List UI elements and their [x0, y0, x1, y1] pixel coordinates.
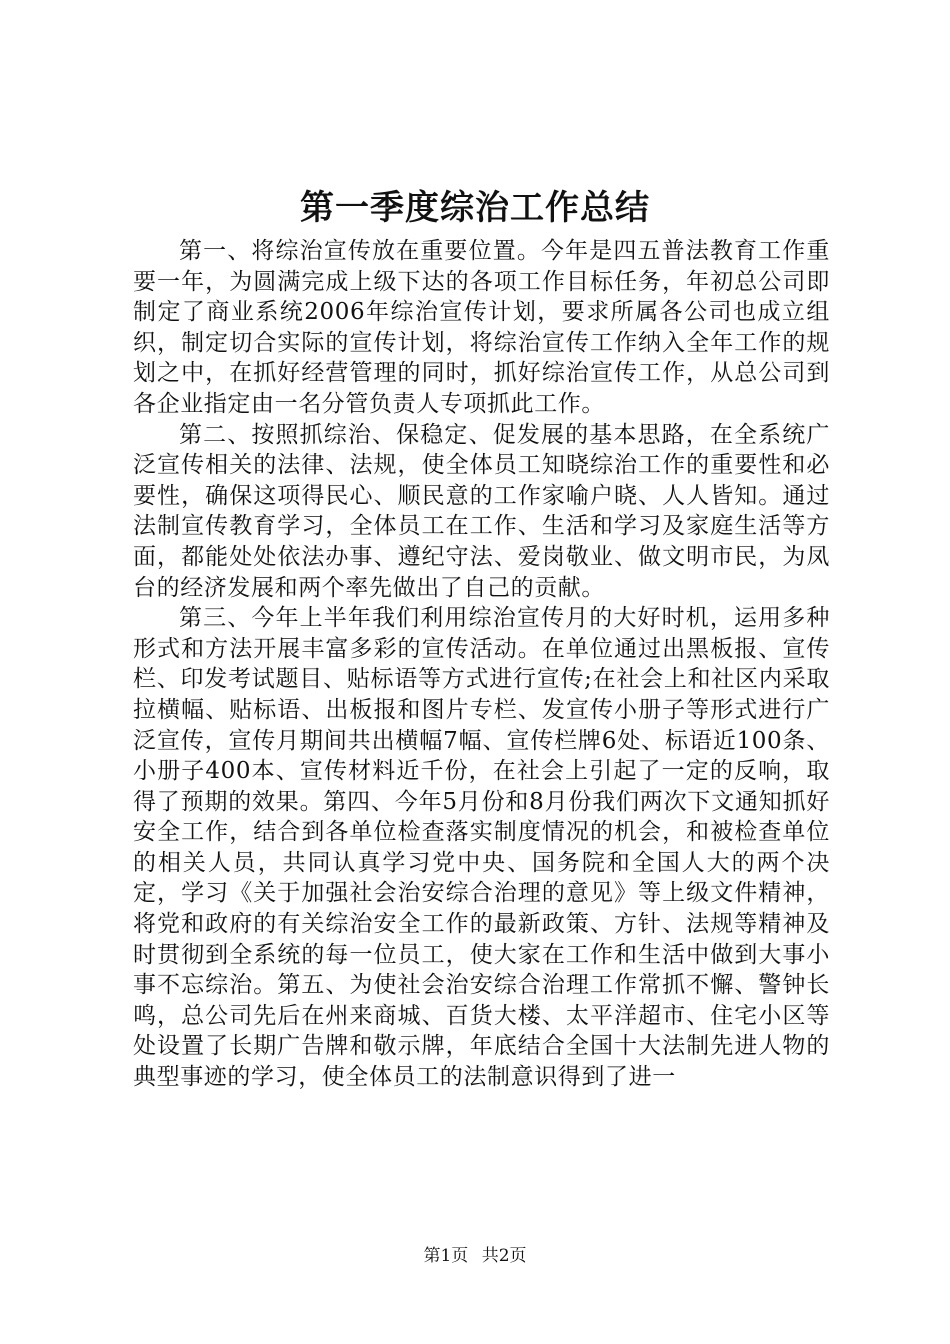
page-number: 第1页: [423, 1246, 469, 1266]
page-total: 共2页: [481, 1246, 527, 1266]
page-footer: [0, 1244, 950, 1268]
paragraph: 第三、今年上半年我们利用综治宣传月的大好时机，运用多种形式和方法开展丰富多彩的宣传活动。在单位通过出黑板报、宣传栏、印发考试题目、贴标语等方式进行宣传;在社会上和社区内采取拉横幅、贴标语、出板报和图片专栏、发宣传小册子等形式进行广泛宣传，宣传月期间共出横幅7幅、宣传栏牌6处、标语近100条、小册子400本、宣传材料近千份，在社会上引起了一定的反响，取得了预期的效果。第四、今年5月份和8月份我们两次下文通知抓好安全工作，结合到各单位检查落实制度情况的机会，和被检查单位的相关人员，共同认真学习党中央、国务院和全国人大的两个决定，学习《关于加强社会治安综合治理的意见》等上级文件精神，将党和政府的有关综治安全工作的最新政策、方针、法规等精神及时贯彻到全系统的每一位员工，使大家在工作和生活中做到大事小事不忘综治。第五、为使社会治安综合治理工作常抓不懈、警钟长鸣，总公司先后在州来商城、百货大楼、太平洋超市、住宅小区等处设置了长期广告牌和敬示牌，年底结合全国十大法制先进人物的典型事迹的学习，使全体员工的法制意识得到了进一: [133, 605, 830, 1091]
document-title: 第一季度综治工作总结: [300, 188, 650, 228]
document-body: [133, 236, 830, 1093]
paragraph: 第二、按照抓综治、保稳定、促发展的基本思路，在全系统广泛宣传相关的法律、法规，使全体员工知晓综治工作的重要性和必要性，确保这项得民心、顺民意的工作家喻户晓、人人皆知。通过法制宣传教育学习，全体员工在工作、生活和学习及家庭生活等方面，都能处处依法办事、遵纪守法、爱岗敬业、做文明市民，为凤台的经济发展和两个率先做出了自己的贡献。: [133, 421, 830, 601]
paragraph: 第一、将综治宣传放在重要位置。今年是四五普法教育工作重要一年，为圆满完成上级下达的各项工作目标任务，年初总公司即制定了商业系统2006年综治宣传计划，要求所属各公司也成立组织，制定切合实际的宣传计划，将综治宣传工作纳入全年工作的规划之中，在抓好经营管理的同时，抓好综治宣传工作，从总公司到各企业指定由一名分管负责人专项抓此工作。: [133, 238, 830, 417]
